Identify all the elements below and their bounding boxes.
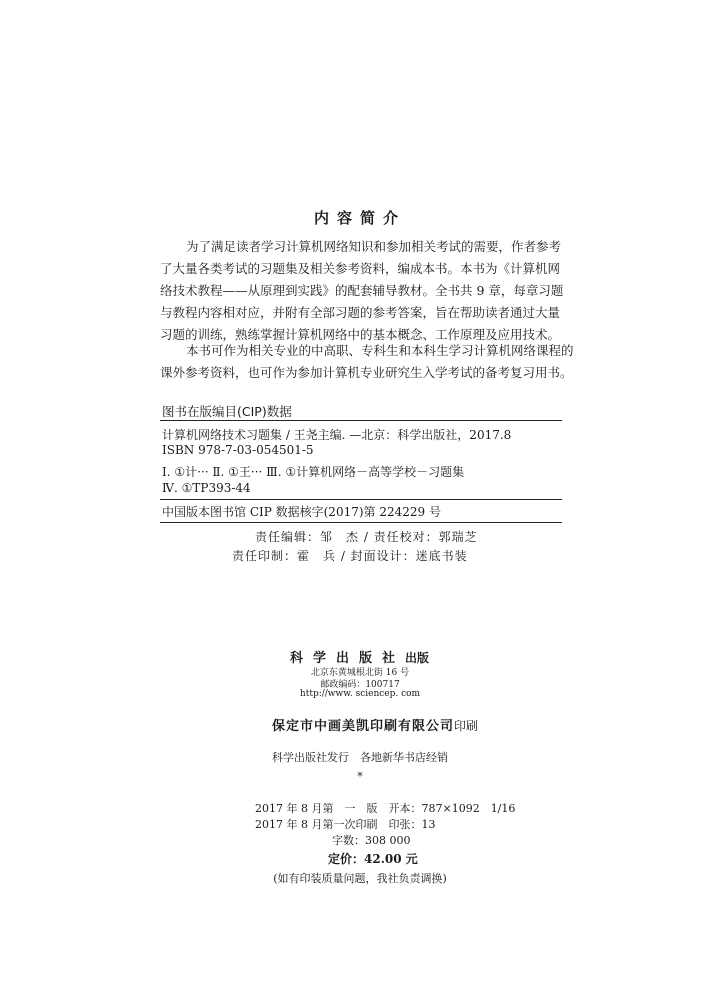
publisher-website: http://www. sciencep. com bbox=[299, 689, 421, 699]
cip-top-rule bbox=[160, 420, 562, 421]
price-label: 定价： bbox=[328, 852, 365, 866]
summary-line: 习题的训练，熟练掌握计算机网络中的基本概念、工作原理及应用技术。 bbox=[160, 327, 561, 342]
printer-imprint bbox=[272, 715, 478, 734]
edition-line-2: 2017 年 8 月第一次印刷 印张：13 bbox=[255, 818, 436, 831]
cip-heading: 图书在版编目(CIP)数据 bbox=[162, 404, 292, 419]
printer-name: 保定市中画美凯印刷有限公司 bbox=[272, 719, 455, 734]
summary-line: 本书可作为相关专业的中高职、专科生和本科生学习计算机网络课程的 bbox=[186, 343, 574, 358]
price-value: 42.00 元 bbox=[364, 852, 418, 866]
credits-line-2: 责任印制：霍 兵 / 封面设计：迷底书装 bbox=[232, 549, 468, 563]
cip-line-1: 计算机网络技术习题集 / 王尧主编. —北京：科学出版社，2017.8 bbox=[162, 428, 512, 442]
credits-line-1: 责任编辑：邹 杰 / 责任校对：郭瑞芝 bbox=[255, 530, 478, 544]
separator-asterisk: * bbox=[357, 770, 363, 783]
publisher-postcode: 邮政编码：100717 bbox=[320, 680, 400, 690]
cip-middle-rule bbox=[160, 499, 562, 500]
publisher-imprint bbox=[290, 647, 429, 666]
summary-line: 课外参考资料，也可作为参加计算机专业研究生入学考试的备考复习用书。 bbox=[160, 365, 573, 380]
quality-note: (如有印装质量问题，我社负责调换) bbox=[273, 872, 447, 885]
distribution-line: 科学出版社发行 各地新华书店经销 bbox=[272, 751, 448, 764]
publisher-name: 科学出版社 bbox=[290, 651, 406, 666]
summary-line: 络技术教程——从原理到实践》的配套辅导教材。全书共 9 章，每章习题 bbox=[160, 283, 564, 298]
printer-suffix: 印刷 bbox=[454, 719, 479, 733]
edition-line-1: 2017 年 8 月第 一 版 开本：787×1092 1/16 bbox=[255, 802, 516, 815]
word-count: 字数：308 000 bbox=[332, 834, 411, 847]
cip-line-4: Ⅳ. ①TP393-44 bbox=[162, 481, 251, 495]
summary-line: 为了满足读者学习计算机网络知识和参加相关考试的需要，作者参考 bbox=[186, 239, 562, 254]
page-title: 内容简介 bbox=[313, 209, 406, 227]
cip-bottom-rule bbox=[160, 522, 562, 523]
cip-line-3: Ⅰ. ①计··· Ⅱ. ①王··· Ⅲ. ①计算机网络－高等学校－习题集 bbox=[162, 465, 465, 479]
price bbox=[328, 850, 418, 867]
summary-line: 了大量各类考试的习题集及相关参考资料，编成本书。本书为《计算机网 bbox=[160, 261, 561, 276]
summary-paragraph-1 bbox=[160, 236, 562, 346]
publisher-suffix: 出版 bbox=[405, 651, 430, 665]
cip-record-number: 中国版本图书馆 CIP 数据核字(2017)第 224229 号 bbox=[162, 505, 441, 519]
publisher-address: 北京东黄城根北街 16 号 bbox=[310, 668, 410, 678]
summary-line: 与教程内容相对应，并附有全部习题的参考答案，旨在帮助读者通过大量 bbox=[160, 305, 561, 320]
summary-paragraph-2 bbox=[160, 340, 574, 384]
cip-line-2: ISBN 978-7-03-054501-5 bbox=[162, 443, 314, 457]
